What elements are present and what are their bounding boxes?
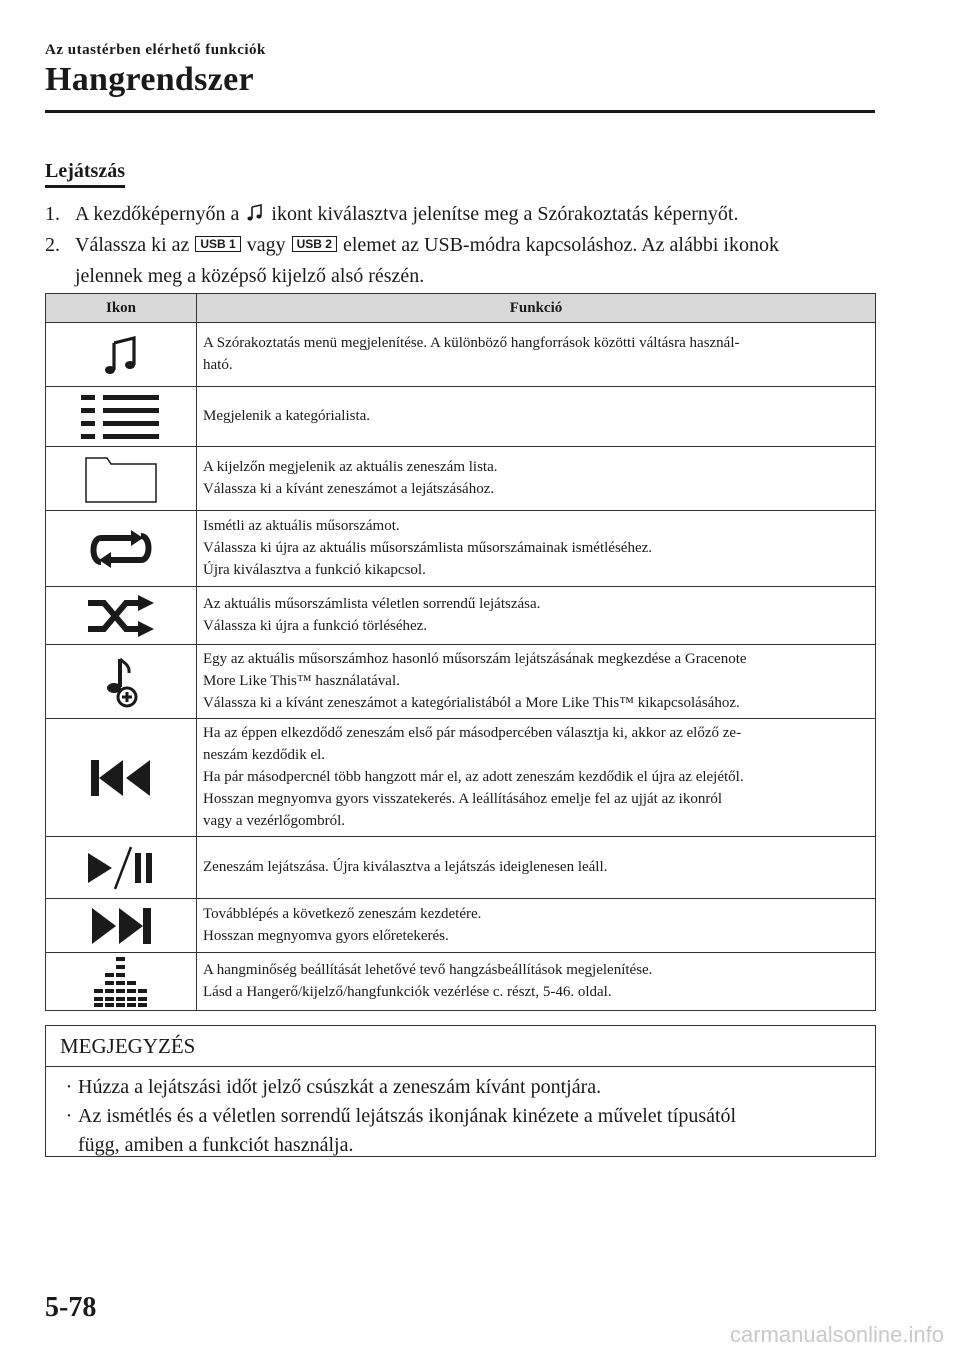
table-row: [46, 899, 876, 953]
more-like-this-icon: [101, 655, 141, 709]
shuffle-icon: [86, 594, 156, 638]
page-header: [45, 42, 266, 99]
bullet: ·: [65, 1105, 73, 1127]
row-text: Hosszan megnyomva gyors visszatekerés. A leállításához emelje fel az ujját az ikonról: [203, 791, 722, 807]
step-text: ikont kiválasztva jelenítse meg a Szórakoztatás képernyőt.: [271, 203, 739, 225]
table-header-row: [46, 294, 876, 323]
step-2: [45, 230, 875, 292]
row-text: Megjelenik a kategórialista.: [203, 408, 371, 424]
row-text: Lásd a Hangerő/kijelző/hangfunkciók vezérlése c. részt, 5-46. oldal.: [203, 984, 612, 1000]
subheading-text: Lejátszás: [45, 160, 125, 188]
folder-icon: [85, 455, 157, 503]
chapter-title: Hangrendszer: [45, 61, 254, 98]
row-text: Ha az éppen elkezdődő zeneszám első pár másodpercében választja ki, akkor az előző ze-: [203, 725, 742, 741]
next-track-icon: [90, 906, 152, 946]
row-text: A Szórakoztatás menü megjelenítése. A különböző hangforrások közötti váltásra használ-: [203, 335, 740, 351]
table-row: [46, 587, 876, 645]
row-text: Válassza ki a kívánt zeneszámot a lejátszásához.: [203, 481, 495, 497]
row-text: A kijelzőn megjelenik az aktuális zeneszám lista.: [203, 459, 498, 475]
table-row: [46, 645, 876, 719]
table-row: [46, 953, 876, 1011]
category-list-icon: [81, 394, 161, 440]
watermark: carmanualsonline.info: [729, 1322, 944, 1347]
row-text: Ha pár másodpercnél több hangzott már el, az adott zeneszám kezdődik el újra az elejétől.: [203, 769, 744, 785]
row-text: Újra kiválasztva a funkció kikapcsol.: [203, 562, 426, 578]
row-text: Az aktuális műsorszámlista véletlen sorrendű lejátszása.: [203, 596, 541, 612]
step-text: vagy: [246, 234, 286, 256]
row-text: Hosszan megnyomva gyors előretekerés.: [203, 928, 449, 944]
note-text: Húzza a lejátszási időt jelző csúszkát a zeneszám kívánt pontjára.: [78, 1076, 602, 1098]
table-row: [46, 719, 876, 837]
row-text: Válassza ki újra a funkció törléséhez.: [203, 618, 428, 634]
row-text: Ismétli az aktuális műsorszámot.: [203, 518, 400, 534]
note-items: [46, 1067, 875, 1160]
usb2-badge: USB 2: [292, 236, 337, 252]
col-header-icon: Ikon: [46, 294, 197, 323]
page-number: 5-78: [45, 1292, 97, 1323]
table-row: [46, 511, 876, 587]
row-text: Válassza ki újra az aktuális műsorszámlista műsorszámainak ismétléséhez.: [203, 540, 653, 556]
table-row: [46, 387, 876, 447]
step-number: 2.: [45, 234, 60, 256]
equalizer-icon: [94, 957, 148, 1007]
table-row: [46, 323, 876, 387]
play-pause-icon: [86, 845, 156, 891]
subheading: [45, 160, 125, 188]
row-text: Egy az aktuális műsorszámhoz hasonló műsorszám lejátszásának megkezdése a Gracenote: [203, 651, 747, 667]
step-text: jelennek meg a középső kijelző alsó részén.: [75, 265, 425, 287]
step-text: A kezdőképernyőn a: [75, 203, 240, 225]
step-text: Válassza ki az: [75, 234, 190, 256]
music-note-icon: [104, 334, 138, 376]
table-row: [46, 837, 876, 899]
row-text: ható.: [203, 357, 233, 373]
row-text: A hangminőség beállítását lehetővé tevő hangzásbeállítások megjelenítése.: [203, 962, 653, 978]
usb1-badge: USB 1: [195, 236, 240, 252]
step-text: elemet az USB-módra kapcsoláshoz. Az alábbi ikonok: [342, 234, 779, 256]
bullet: ·: [65, 1076, 73, 1098]
function-table: [45, 293, 876, 1011]
col-header-function: Funkció: [197, 294, 876, 323]
header-rule: [45, 110, 875, 113]
row-text: Válassza ki a kívánt zeneszámot a kategórialistából a More Like This™ kikapcsolásához.: [203, 695, 740, 711]
steps-list: [45, 199, 875, 292]
note-text: függ, amiben a funkciót használja.: [78, 1134, 354, 1156]
note-title: MEGJEGYZÉS: [46, 1026, 875, 1067]
music-note-icon: [246, 203, 264, 223]
note-item: [60, 1073, 875, 1102]
row-text: neszám kezdődik el.: [203, 747, 326, 763]
repeat-icon: [89, 529, 153, 569]
step-number: 1.: [45, 203, 60, 225]
row-text: Továbblépés a következő zeneszám kezdetére.: [203, 906, 482, 922]
row-text: Zeneszám lejátszása. Újra kiválasztva a lejátszás ideiglenesen leáll.: [203, 859, 608, 875]
row-text: More Like This™ használatával.: [203, 673, 400, 689]
note-box: [45, 1025, 876, 1157]
section-title: Az utastérben elérhető funkciók: [45, 42, 266, 58]
note-text: Az ismétlés és a véletlen sorrendű lejátszás ikonjának kinézete a művelet típusától: [78, 1105, 737, 1127]
step-1: [45, 199, 875, 230]
row-text: vagy a vezérlőgombról.: [203, 813, 346, 829]
note-item: [60, 1102, 875, 1160]
table-row: [46, 447, 876, 511]
previous-track-icon: [90, 758, 152, 798]
